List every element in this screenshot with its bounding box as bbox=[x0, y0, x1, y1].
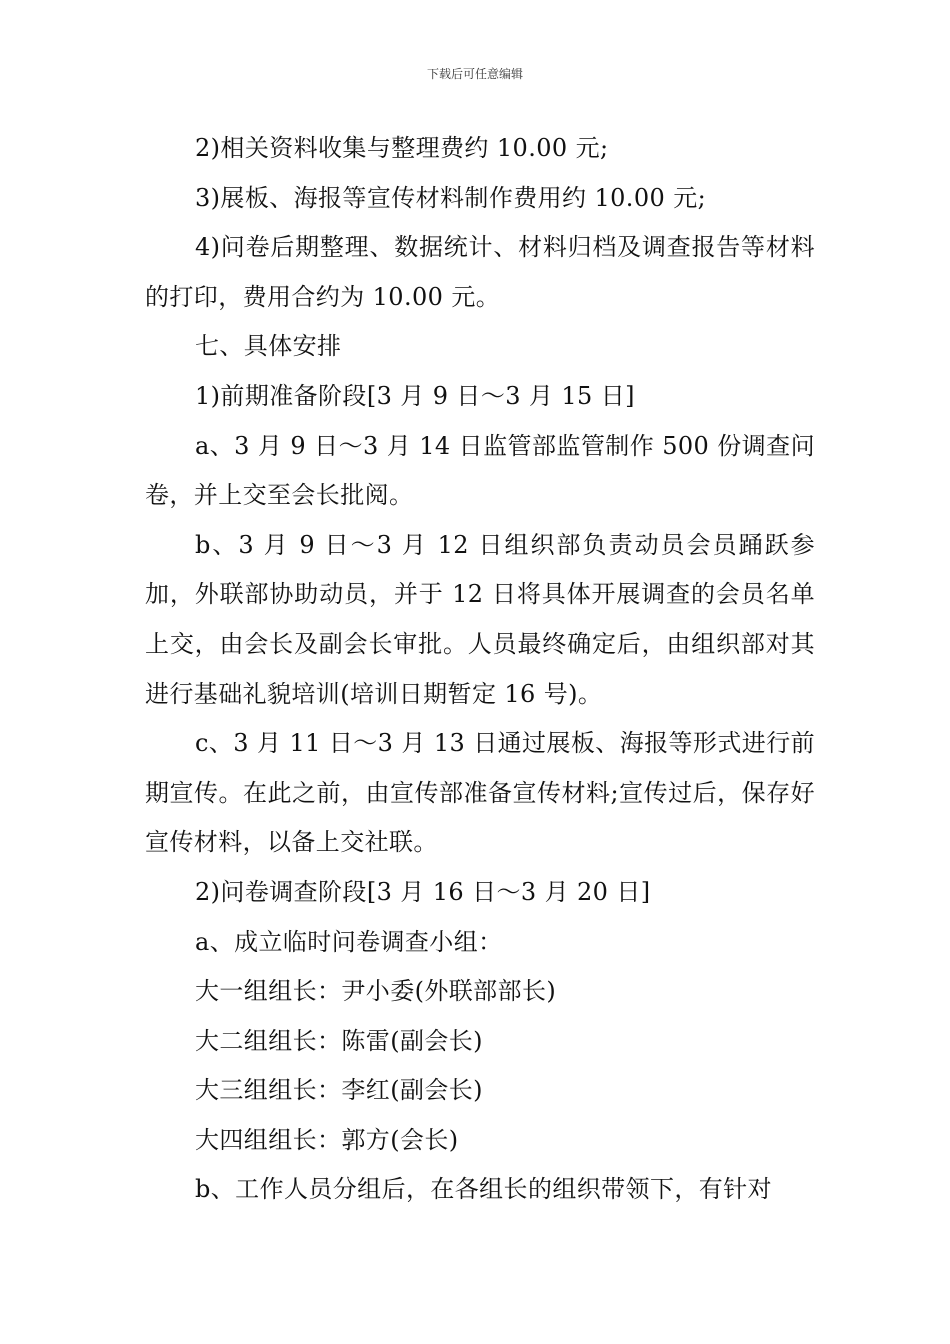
page-header-note: 下载后可任意编辑 bbox=[426, 67, 523, 81]
paragraph-fee-materials: 2)相关资料收集与整理费约 10.00 元; bbox=[195, 134, 609, 162]
list-item-group-leader: 大一组组长：尹小委(外联部部长) bbox=[195, 977, 557, 1006]
document-body bbox=[145, 124, 815, 1215]
paragraph-survey-stage: 2)问卷调查阶段[3 月 16 日～3 月 20 日] bbox=[195, 877, 651, 906]
section-heading-arrangement: 七、具体安排 bbox=[195, 332, 342, 361]
paragraph-prep-c: c、3 月 11 日～3 月 13 日通过展板、海报等形式进行前期宣传。在此之前，由宣传部准备宣传材料;宣传过后，保存好宣传材料，以备上交社联。 bbox=[145, 729, 815, 857]
paragraph-fee-posters: 3)展板、海报等宣传材料制作费用约 10.00 元; bbox=[195, 183, 707, 212]
paragraph-prep-a: a、3 月 9 日～3 月 14 日监管部监管制作 500 份调查问卷，并上交至会长批阅。 bbox=[145, 431, 815, 510]
paragraph-fee-printing: 4)问卷后期整理、数据统计、材料归档及调查报告等材料的打印，费用合约为 10.00 元。 bbox=[145, 233, 815, 311]
paragraph-prep-stage: 1)前期准备阶段[3 月 9 日～3 月 15 日] bbox=[195, 381, 635, 410]
paragraph-prep-b: b、3 月 9 日～3 月 12 日组织部负责动员会员踊跃参加，外联部协助动员，并于 12 日将具体开展调查的会员名单上交，由会长及副会长审批。人员最终确定后，由组织部对其进行基础礼貌培训(培训日期暂定 16 号)。 bbox=[145, 530, 815, 708]
list-item-group-leader: 大二组组长：陈雷(副会长) bbox=[195, 1026, 483, 1055]
paragraph-survey-a: a、成立临时问卷调查小组： bbox=[195, 927, 503, 956]
list-item-group-leader: 大四组组长：郭方(会长) bbox=[195, 1125, 459, 1154]
list-item-group-leader: 大三组组长：李红(副会长) bbox=[195, 1076, 483, 1105]
paragraph-survey-b: b、工作人员分组后，在各组长的组织带领下，有针对 bbox=[195, 1175, 772, 1204]
